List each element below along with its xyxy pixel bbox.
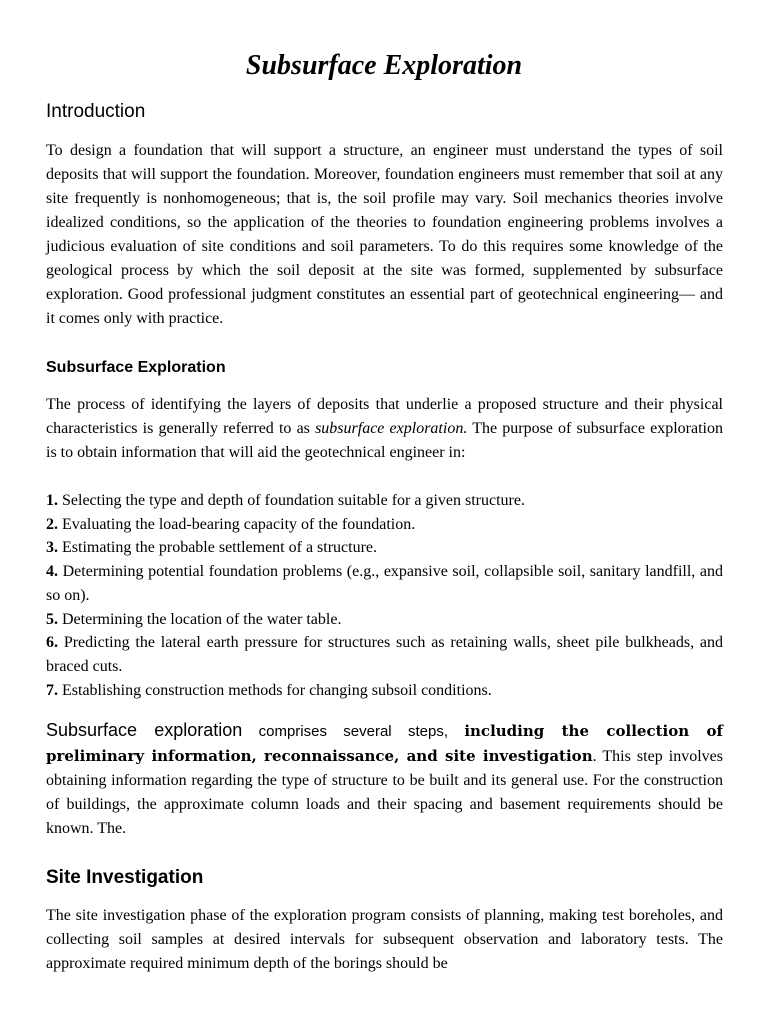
subsurface-exploration-paragraph (46, 393, 723, 465)
list-number: 2. (46, 515, 58, 533)
paragraph-text: The purpose of subsurface exploration is to obtain information that will aid the geotechnical engineer in: (46, 420, 723, 461)
paragraph-text: . This step involves obtaining information regarding the type of structure to be built and its general use. For the construction of buildings, the approximate column loads and their spacing and basement requirements should be known. The. (46, 748, 723, 837)
lead-phrase: Subsurface exploration (46, 720, 243, 740)
document-title: Subsurface Exploration (245, 50, 523, 81)
list-item (46, 679, 723, 703)
list-item (46, 560, 723, 607)
introduction-heading: Introduction (46, 101, 146, 122)
list-number: 5. (46, 610, 58, 628)
list-number: 6. (46, 634, 58, 652)
list-item (46, 631, 723, 678)
site-investigation-paragraph: The site investigation phase of the exploration program consists of planning, making test boreholes, and collecting soil samples at desired intervals for subsequent observation and laboratory tests. The approximate required minimum depth of the borings should be (46, 907, 723, 972)
list-item (46, 608, 723, 632)
list-item (46, 536, 723, 560)
subsurface-exploration-heading: Subsurface Exploration (46, 359, 226, 376)
list-item-text: Determining the location of the water table. (58, 610, 342, 628)
list-number: 3. (46, 539, 58, 557)
list-item-text: Predicting the lateral earth pressure for structures such as retaining walls, sheet pile bulkheads, and braced cuts. (46, 634, 723, 675)
bold-phrase: including the collection of preliminary information, reconnaissance, and site investigation (46, 722, 723, 765)
site-investigation-heading: Site Investigation (46, 867, 204, 888)
list-item (46, 513, 723, 537)
purpose-list (46, 489, 723, 702)
list-number: 4. (46, 563, 58, 581)
list-item-text: Selecting the type and depth of foundation suitable for a given structure. (58, 492, 525, 509)
paragraph-text: The process of identifying the layers of deposits that underlie a proposed structure and their physical characteristics is generally referred to as (46, 396, 723, 437)
list-item (46, 489, 723, 513)
list-item-text: Evaluating the load-bearing capacity of the foundation. (58, 515, 416, 533)
introduction-paragraph: To design a foundation that will support a structure, an engineer must understand the types of soil deposits that will support the foundation. Moreover, foundation engineers must remember that soil at any site frequently is nonhomogeneous; that is, the soil profile may vary. Soil mechanics theories involve idealized conditions, so the application of the theories to foundation engineering problems involves a judicious evaluation of site conditions and soil parameters. To do this requires some knowledge of the geological process by which the soil deposit at the site was formed, supplemented by subsurface exploration. Good professional judgment constitutes an essential part of geotechnical engineering— and it comes only with practice. (46, 142, 723, 327)
list-number: 7. (46, 681, 58, 699)
list-item-text: Determining potential foundation problems (e.g., expansive soil, collapsible soil, sanitary landfill, and so on). (46, 563, 723, 604)
exploration-steps-paragraph (46, 718, 723, 841)
list-number: 1. (46, 492, 58, 509)
lead-phrase-continued: comprises several steps, (242, 723, 465, 740)
list-item-text: Estimating the probable settlement of a structure. (58, 539, 378, 557)
italic-term: subsurface exploration. (315, 420, 468, 437)
list-item-text: Establishing construction methods for changing subsoil conditions. (58, 681, 492, 699)
